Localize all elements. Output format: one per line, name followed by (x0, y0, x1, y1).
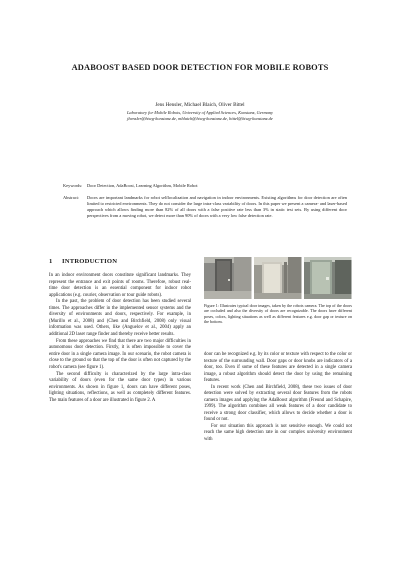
affiliation-block (0, 110, 400, 123)
body-paragraph: The second difficulty is characterized by the large intra-class variability of doors (even for the same door types) in various environments. As shown in figure 1, doors can have different poses, lighting situations, reflections, as well as completely different features. The main features of a door are illustrated in figure 2. A (49, 371, 191, 403)
abstract-label: Abstract: (63, 195, 80, 200)
left-column (49, 273, 191, 405)
section-heading (49, 258, 117, 265)
abstract-text: Doors are important landmarks for robot selflocalization and navigation in indoor environments. Existing algorithms for door detection are often limited to restricted environments. They do not consider the large intra-class variability of doors. In this paper we present a camera- and laser-based approach which allows finding more than 82% of all doors with a false positive rate less than 3% in static test sets. By using different door perspectives from a moving robot, we detect more than 90% of doors with a very low false detection rate. (87, 195, 347, 219)
section-title: INTRODUCTION (62, 258, 118, 265)
body-paragraph: From these approaches we find that there are two major difficulties in autonomous door detection. Firstly, it is often impossible to cover the entire door in a single camera image. In our scenario, the robot camera is close to the ground so that the top of the door is often not captured by the robot's camera (see figure 1). (49, 338, 191, 370)
door-photo (254, 257, 302, 299)
door-photo (204, 257, 252, 299)
section-number: 1 (49, 258, 53, 265)
body-paragraph: In recent work (Chen and Birchfield, 2008), these two issues of door detection were solved by extracting several door features from the robots camera images and applying the AdaBoost algorithm (Freund and Schapire, 1999). The algorithm combines all weak features of a door candidate to receive a strong door classifier, which allows to decide whether a door is found or not. (204, 384, 352, 422)
right-column (204, 352, 352, 443)
keywords-text: Door Detection, AdaBoost, Learning Algorithm, Mobile Robot (87, 183, 198, 188)
body-paragraph: In the past, the problem of door detection has been studied several times. The approaches differ in the implemented sensor systems and the diversity of environments and doors, respectively. For example, in (Murillo et al., 2008) and (Chen and Birchfield, 2008) only visual information was used. Others, like (Anguelov et al., 2004) apply an additional 2D laser range finder and thereby receive better results. (49, 299, 191, 337)
author-emails: jhensler@htwg-konstanz.de, mblaich@htwg-konstanz.de, bittel@htwg-konstanz.de (127, 116, 273, 122)
keywords-label: Keywords: (63, 183, 83, 188)
affiliation: Laboratory for Mobile Robots, University of Applied Sciences, Konstanz, Germany (126, 110, 273, 115)
figure-1-caption: Figure 1: Illustrates typical door images, taken by the robots camera. The top of the doors are occluded and also the diversity of doors are recognizable. The doors have different poses, colors, lighting situations as well as different features e.g. door gap or texture on the bottom. (204, 303, 352, 324)
author-list: Jens Hensler, Michael Blaich, Oliver Bittel (155, 102, 245, 108)
body-paragraph: In an indoor environment doors constitute significant landmarks. They represent the entrance and exit points of rooms. Therefore, robust real-time door detection is an essential component for indoor robot applications (e.g. courier, observation or tour guide robots). (49, 273, 191, 298)
body-paragraph: For our situation this approach is not sensitive enough. We could not reach the same high detection rate in our complex university environment with (204, 423, 352, 442)
body-paragraph: door can be recognized e.g. by its color or texture with respect to the color or texture of the surrounding wall. Door gaps or door knobs are indicators of a door, too. Even if some of these features are detected in a single camera image, a robust algorithm should detect the door by using the remaining features. (204, 352, 352, 383)
figure-1 (204, 257, 352, 299)
paper-title: ADABOOST BASED DOOR DETECTION FOR MOBILE ROBOTS (71, 63, 329, 72)
door-photo (304, 257, 352, 299)
